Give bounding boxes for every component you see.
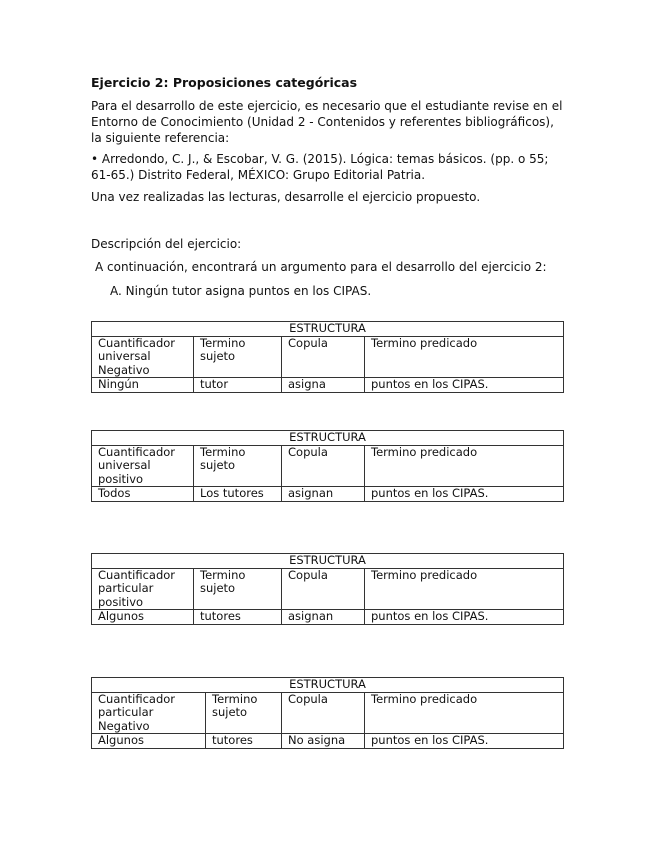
col-predicate: Termino predicado — [365, 445, 564, 487]
col-copula: Copula — [282, 336, 365, 378]
structure-table-3 — [91, 553, 564, 625]
table-header: ESTRUCTURA — [92, 431, 564, 446]
exercise-title: Ejercicio 2: Proposiciones categóricas — [91, 75, 358, 90]
cell-copula: asignan — [282, 487, 365, 502]
col-quantifier: Cuantificador particular Negativo — [92, 692, 206, 734]
cell-quantifier: Todos — [92, 487, 194, 502]
table-header: ESTRUCTURA — [92, 678, 564, 693]
cell-quantifier: Algunos — [92, 610, 194, 625]
cell-subject: tutores — [194, 610, 282, 625]
col-quantifier: Cuantificador particular positivo — [92, 568, 194, 610]
cell-predicate: puntos en los CIPAS. — [365, 610, 564, 625]
table-header: ESTRUCTURA — [92, 554, 564, 569]
col-subject: Termino sujeto — [194, 336, 282, 378]
structure-table-2 — [91, 430, 564, 502]
cell-predicate: puntos en los CIPAS. — [365, 487, 564, 502]
cell-quantifier: Ningún — [92, 378, 194, 393]
intro-paragraph: Para el desarrollo de este ejercicio, es necesario que el estudiante revise en el Entorno de Conocimiento (Unidad 2 - Contenidos y referentes bibliográficos), la siguiente referencia: — [91, 99, 563, 145]
col-subject: Termino sujeto — [194, 445, 282, 487]
cell-copula: No asigna — [282, 734, 365, 749]
description-label: Descripción del ejercicio: — [91, 237, 242, 251]
col-quantifier: Cuantificador universal positivo — [92, 445, 194, 487]
col-copula: Copula — [282, 445, 365, 487]
cell-predicate: puntos en los CIPAS. — [365, 734, 564, 749]
reference-paragraph: • Arredondo, C. J., & Escobar, V. G. (2015). Lógica: temas básicos. (pp. o 55; 61-65.) Distrito Federal, MÉXICO: Grupo Editorial Patria. — [91, 152, 549, 182]
cell-subject: tutores — [206, 734, 282, 749]
col-subject: Termino sujeto — [206, 692, 282, 734]
structure-table-1 — [91, 321, 564, 393]
cell-subject: tutor — [194, 378, 282, 393]
cell-copula: asigna — [282, 378, 365, 393]
list-item-a: A. Ningún tutor asigna puntos en los CIPAS. — [110, 284, 372, 298]
col-copula: Copula — [282, 568, 365, 610]
col-subject: Termino sujeto — [194, 568, 282, 610]
cell-predicate: puntos en los CIPAS. — [365, 378, 564, 393]
structure-table-4 — [91, 677, 564, 749]
col-predicate: Termino predicado — [365, 568, 564, 610]
instruction-paragraph: Una vez realizadas las lecturas, desarrolle el ejercicio propuesto. — [91, 190, 481, 204]
cell-copula: asignan — [282, 610, 365, 625]
cell-quantifier: Algunos — [92, 734, 206, 749]
col-copula: Copula — [282, 692, 365, 734]
col-predicate: Termino predicado — [365, 336, 564, 378]
table-header: ESTRUCTURA — [92, 322, 564, 337]
col-predicate: Termino predicado — [365, 692, 564, 734]
continuation-text: A continuación, encontrará un argumento para el desarrollo del ejercicio 2: — [95, 260, 547, 274]
cell-subject: Los tutores — [194, 487, 282, 502]
col-quantifier: Cuantificador universal Negativo — [92, 336, 194, 378]
